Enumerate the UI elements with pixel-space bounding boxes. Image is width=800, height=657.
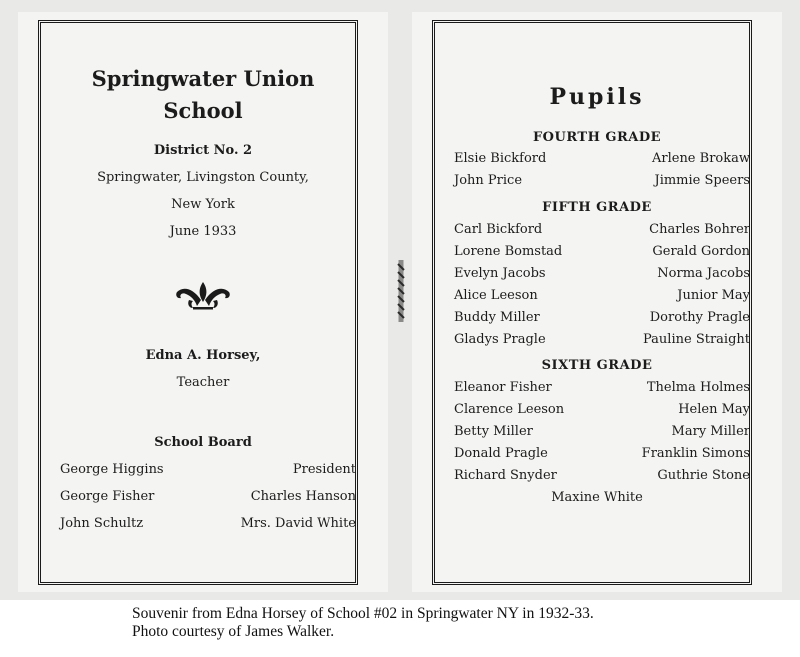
pupil-name: Buddy Miller bbox=[454, 310, 540, 325]
pupil-name: Eleanor Fisher bbox=[454, 380, 552, 395]
pupil-name: Betty Miller bbox=[454, 424, 533, 439]
teacher-title: Teacher bbox=[176, 375, 230, 390]
board-member: George Higgins bbox=[60, 462, 164, 477]
pupil-name: Franklin Simons bbox=[641, 446, 750, 461]
school-board-heading: School Board bbox=[154, 435, 252, 450]
pupil-name: Helen May bbox=[678, 402, 750, 417]
pupil-name: Pauline Straight bbox=[643, 332, 750, 347]
pupil-name: Gerald Gordon bbox=[652, 244, 750, 259]
binding-stitch-icon bbox=[395, 258, 407, 324]
caption-line2: Photo courtesy of James Walker. bbox=[132, 623, 335, 640]
pupil-name: Gladys Pragle bbox=[454, 332, 546, 347]
pupil-name: Maxine White bbox=[551, 490, 643, 505]
pupil-name: Carl Bickford bbox=[454, 222, 543, 237]
pupil-name: Norma Jacobs bbox=[657, 266, 750, 281]
caption-line1: Souvenir from Edna Horsey of School #02 in Springwater NY in 1932-33. bbox=[132, 605, 594, 622]
board-member: John Schultz bbox=[60, 516, 144, 531]
pupil-name: Dorothy Pragle bbox=[649, 310, 750, 325]
pupil-name: Richard Snyder bbox=[454, 468, 557, 483]
pupil-name: Jimmie Speers bbox=[654, 173, 750, 188]
board-member: George Fisher bbox=[60, 489, 155, 504]
pupil-name: John Price bbox=[454, 173, 523, 188]
pupil-name: Mary Miller bbox=[671, 424, 750, 439]
pupil-name: Junior May bbox=[677, 288, 750, 303]
pupil-name: Guthrie Stone bbox=[657, 468, 750, 483]
pupil-name: Clarence Leeson bbox=[454, 402, 565, 417]
pupil-name: Alice Leeson bbox=[454, 288, 538, 303]
board-member: Charles Hanson bbox=[250, 489, 356, 504]
board-member: President bbox=[292, 462, 356, 477]
left-page bbox=[18, 12, 388, 592]
sixth-grade-heading: SIXTH GRADE bbox=[541, 358, 653, 373]
pupil-name: Evelyn Jacobs bbox=[454, 266, 546, 281]
teacher-name: Edna A. Horsey, bbox=[145, 348, 261, 363]
school-name-line1: Springwater Union bbox=[91, 66, 315, 91]
pupil-name: Elsie Bickford bbox=[454, 151, 547, 166]
location-line2: New York bbox=[171, 197, 235, 212]
date: June 1933 bbox=[169, 224, 237, 239]
location-line1: Springwater, Livingston County, bbox=[97, 170, 309, 185]
pupil-name: Arlene Brokaw bbox=[651, 151, 750, 166]
district: District No. 2 bbox=[153, 143, 253, 158]
fleuron-ornament-icon bbox=[18, 278, 388, 316]
pupil-name: Lorene Bomstad bbox=[454, 244, 563, 259]
pupil-name: Donald Pragle bbox=[454, 446, 548, 461]
photo-caption bbox=[132, 605, 594, 641]
pupil-name: Charles Bohrer bbox=[649, 222, 750, 237]
pupil-name: Thelma Holmes bbox=[646, 380, 750, 395]
pupils-title: Pupils bbox=[549, 84, 645, 110]
right-page bbox=[412, 12, 782, 592]
fourth-grade-heading: FOURTH GRADE bbox=[532, 130, 662, 145]
board-member: Mrs. David White bbox=[240, 516, 356, 531]
school-name-line2: School bbox=[163, 98, 243, 123]
fifth-grade-heading: FIFTH GRADE bbox=[542, 200, 652, 215]
